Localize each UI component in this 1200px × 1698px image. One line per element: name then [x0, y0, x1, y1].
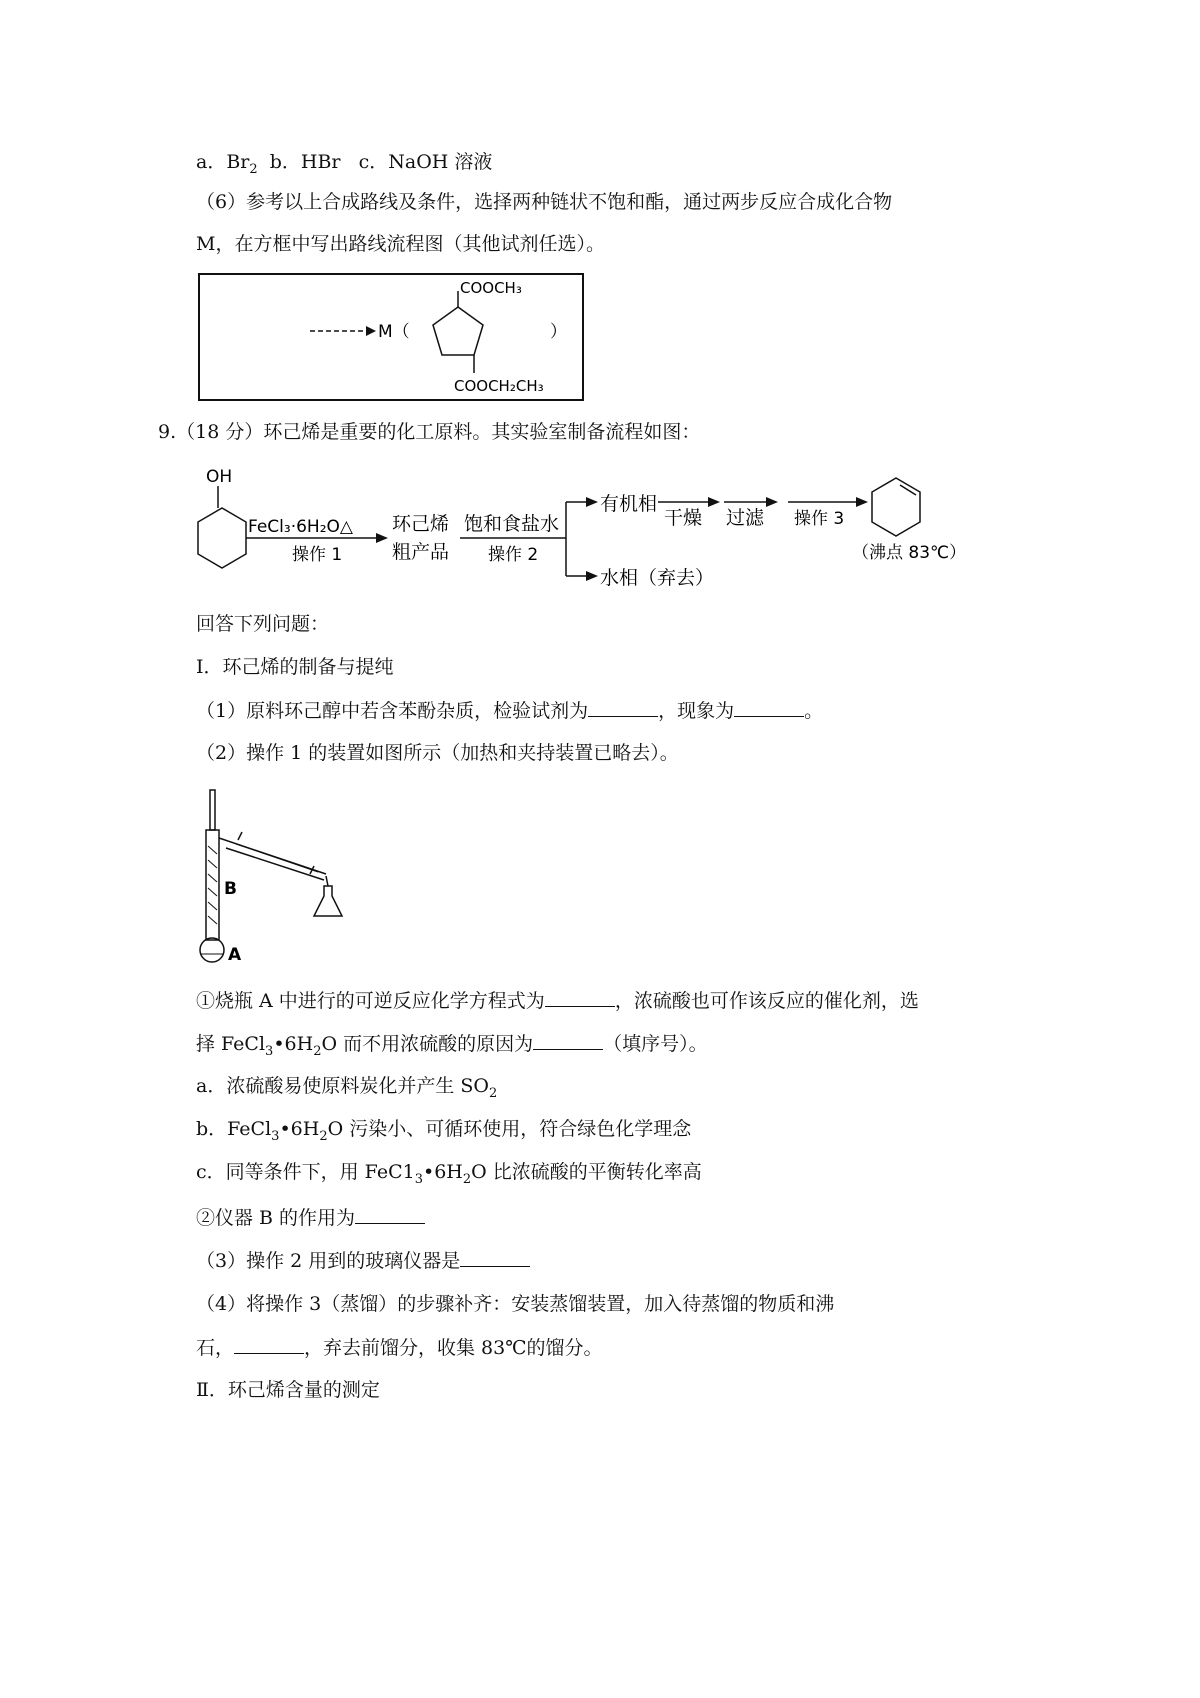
distillation-apparatus-figure	[186, 786, 356, 972]
boiling-point-label: （沸点 83℃）	[852, 543, 967, 563]
cyclohexene-ring	[872, 478, 920, 536]
answer-intro: 回答下列问题：	[196, 613, 330, 635]
question-2-sub1-text: ①烧瓶 A 中进行的可逆反应化学方程式为 ，浓硫酸也可作该反应的催化剂，选	[196, 990, 919, 1012]
water-phase-label: 水相（弃去）	[600, 567, 715, 589]
option-a-text: a．浓硫酸易使原料炭化并产生 $SO_2$	[196, 1075, 498, 1101]
label-b: B	[224, 879, 237, 899]
cyclohexanol-ring	[198, 508, 246, 568]
crude-product-line2: 粗产品	[392, 541, 450, 563]
box-m-label: M（	[378, 322, 410, 342]
question-1-text: （1）原料环己醇中若含苯酚杂质，检验试剂为 ，现象为 。	[196, 700, 824, 722]
answer-blank[interactable]	[234, 1335, 304, 1354]
crude-product-line1: 环己烯	[392, 513, 450, 535]
question-6-text-2: M，在方框中写出路线流程图（其他试剂任选）。	[196, 233, 605, 255]
question-6-text: （6）参考以上合成路线及条件，选择两种链状不饱和酯，通过两步反应合成化合物	[196, 191, 893, 213]
answer-blank[interactable]	[545, 988, 615, 1007]
answer-blank[interactable]	[588, 698, 658, 717]
filter-step-label: 过滤	[726, 507, 765, 529]
question-4-text-2: 石， ，弃去前馏分，收集 83℃的馏分。	[196, 1337, 603, 1359]
answer-blank[interactable]	[355, 1205, 425, 1224]
reagent-label: FeCl₃·6H₂O△	[248, 517, 353, 537]
answer-blank[interactable]	[460, 1248, 530, 1267]
question-9-title: 9.（18 分）环己烯是重要的化工原料。其实验室制备流程如图：	[158, 421, 701, 443]
brine-label: 饱和食盐水	[464, 513, 560, 535]
preparation-flowchart	[196, 458, 986, 597]
option-b-text: b．$FeCl_3•6H_2O$ 污染小、可循环使用，符合绿色化学理念	[196, 1118, 692, 1144]
operation-3-label: 操作 3	[794, 509, 845, 529]
operation-1-label: 操作 1	[292, 545, 343, 565]
answer-blank[interactable]	[734, 698, 804, 717]
question-2-text: （2）操作 1 的装置如图所示（加热和夹持装置已略去）。	[196, 742, 679, 764]
section-1-heading: Ⅰ．环己烯的制备与提纯	[196, 656, 394, 678]
oh-group-label: OH	[206, 467, 233, 487]
question-2-sub1-text-2: 择 $FeCl_3•6H_2O$ 而不用浓硫酸的原因为 （填序号）。	[196, 1033, 708, 1059]
option-c-text: c．同等条件下，用 $FeC1_3•6H_2O$ 比浓硫酸的平衡转化率高	[196, 1161, 702, 1187]
operation-2-label: 操作 2	[488, 545, 539, 565]
label-a: A	[228, 945, 242, 965]
answer-blank[interactable]	[533, 1031, 603, 1050]
option-line-a-b-c: a．$Br_2$ b．HBr c．NaOH 溶液	[196, 151, 493, 177]
dry-step-label: 干燥	[664, 507, 703, 529]
synthesis-answer-box	[198, 273, 584, 405]
question-3-text: （3）操作 2 用到的玻璃仪器是	[196, 1248, 530, 1273]
ester-group-bottom: COOCH₂CH₃	[454, 377, 544, 395]
question-4-text: （4）将操作 3（蒸馏）的步骤补齐：安装蒸馏装置，加入待蒸馏的物质和沸	[196, 1293, 835, 1315]
question-2-sub2-text: ②仪器 B 的作用为	[196, 1205, 425, 1230]
box-close-paren: ）	[550, 322, 567, 342]
ester-group-top: COOCH₃	[460, 279, 522, 297]
organic-phase-label: 有机相	[600, 493, 658, 515]
cyclopentane-ring	[433, 307, 483, 355]
section-2-heading: Ⅱ．环己烯含量的测定	[196, 1379, 380, 1401]
